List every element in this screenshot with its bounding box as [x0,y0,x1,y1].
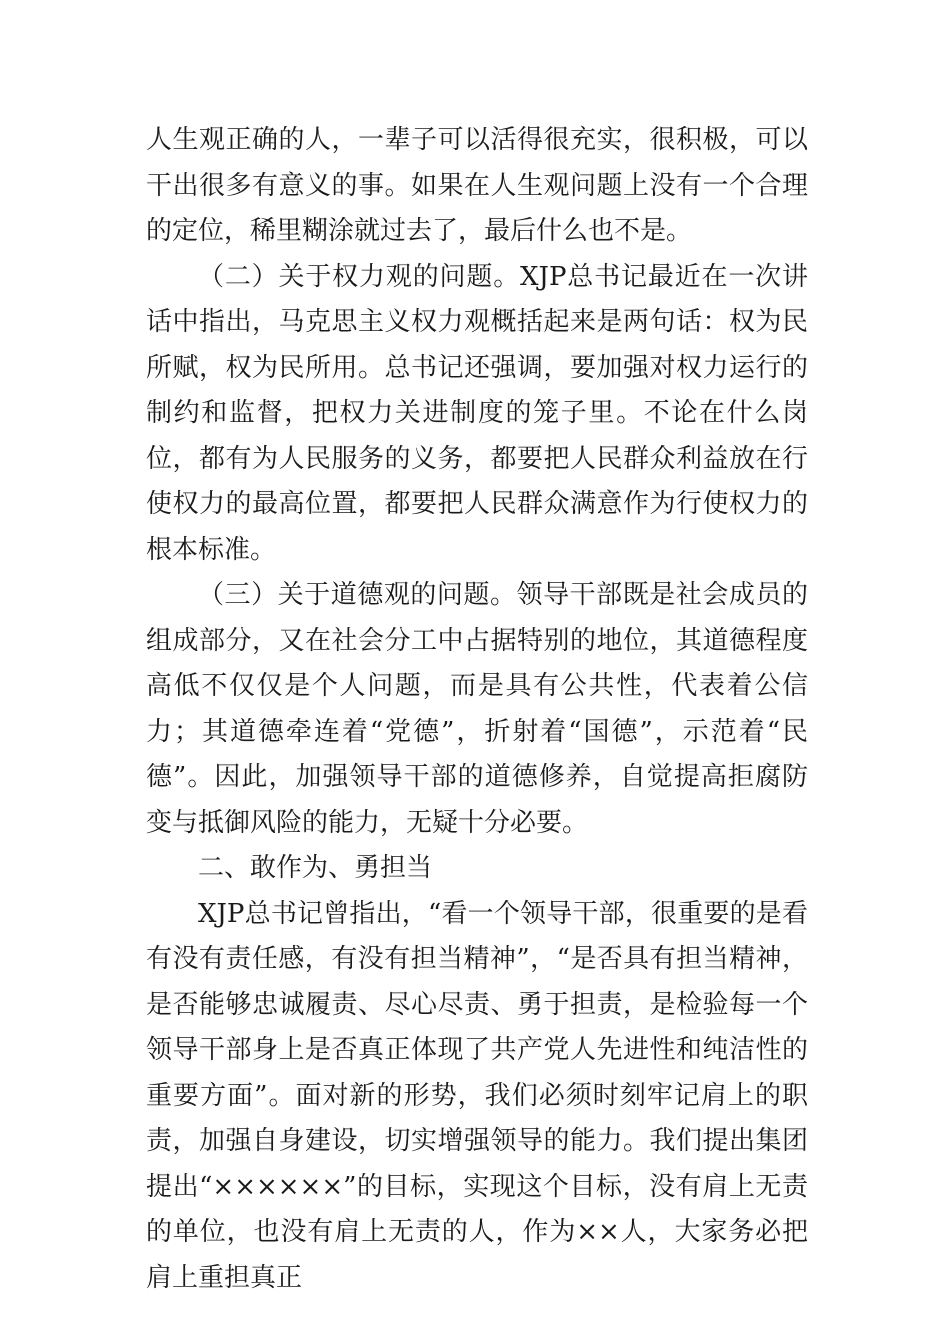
document-body [146,118,808,1301]
paragraph-responsibility: XJP总书记曾指出，“看一个领导干部，很重要的是看有没有责任感，有没有担当精神”，“是否具有担当精神，是否能够忠诚履责、尽心尽责、勇于担责，是检验每一个领导干部身上是否真正体现了共产党人先进性和纯洁性的重要方面”。面对新的形势，我们必须时刻牢记肩上的职责，加强自身建设，切实增强领导的能力。我们提出集团提出“××××××”的目标，实现这个目标，没有肩上无责的单位，也没有肩上无责的人，作为××人，大家务必把肩上重担真正 [146,898,808,1293]
section-heading: 二、敢作为、勇担当 [198,853,433,883]
paragraph-power-view: （二）关于权力观的问题。XJP总书记最近在一次讲话中指出，马克思主义权力观概括起来是两句话：权为民所赋，权为民所用。总书记还强调，要加强对权力运行的制约和监督，把权力关进制度的笼子里。不论在什么岗位，都有为人民服务的义务，都要把人民群众利益放在行使权力的最高位置，都要把人民群众满意作为行使权力的根本标准。 [146,261,808,565]
paragraph-morality-view: （三）关于道德观的问题。领导干部既是社会成员的组成部分，又在社会分工中占据特别的地位，其道德程度高低不仅仅是个人问题，而是具有公共性，代表着公信力；其道德牵连着“党德”，折射着“国德”，示范着“民德”。因此，加强领导干部的道德修养，自觉提高拒腐防变与抵御风险的能力，无疑十分必要。 [146,580,808,838]
paragraph-continuation: 人生观正确的人，一辈子可以活得很充实，很积极，可以干出很多有意义的事。如果在人生观问题上没有一个合理的定位，稀里糊涂就过去了，最后什么也不是。 [146,125,808,246]
